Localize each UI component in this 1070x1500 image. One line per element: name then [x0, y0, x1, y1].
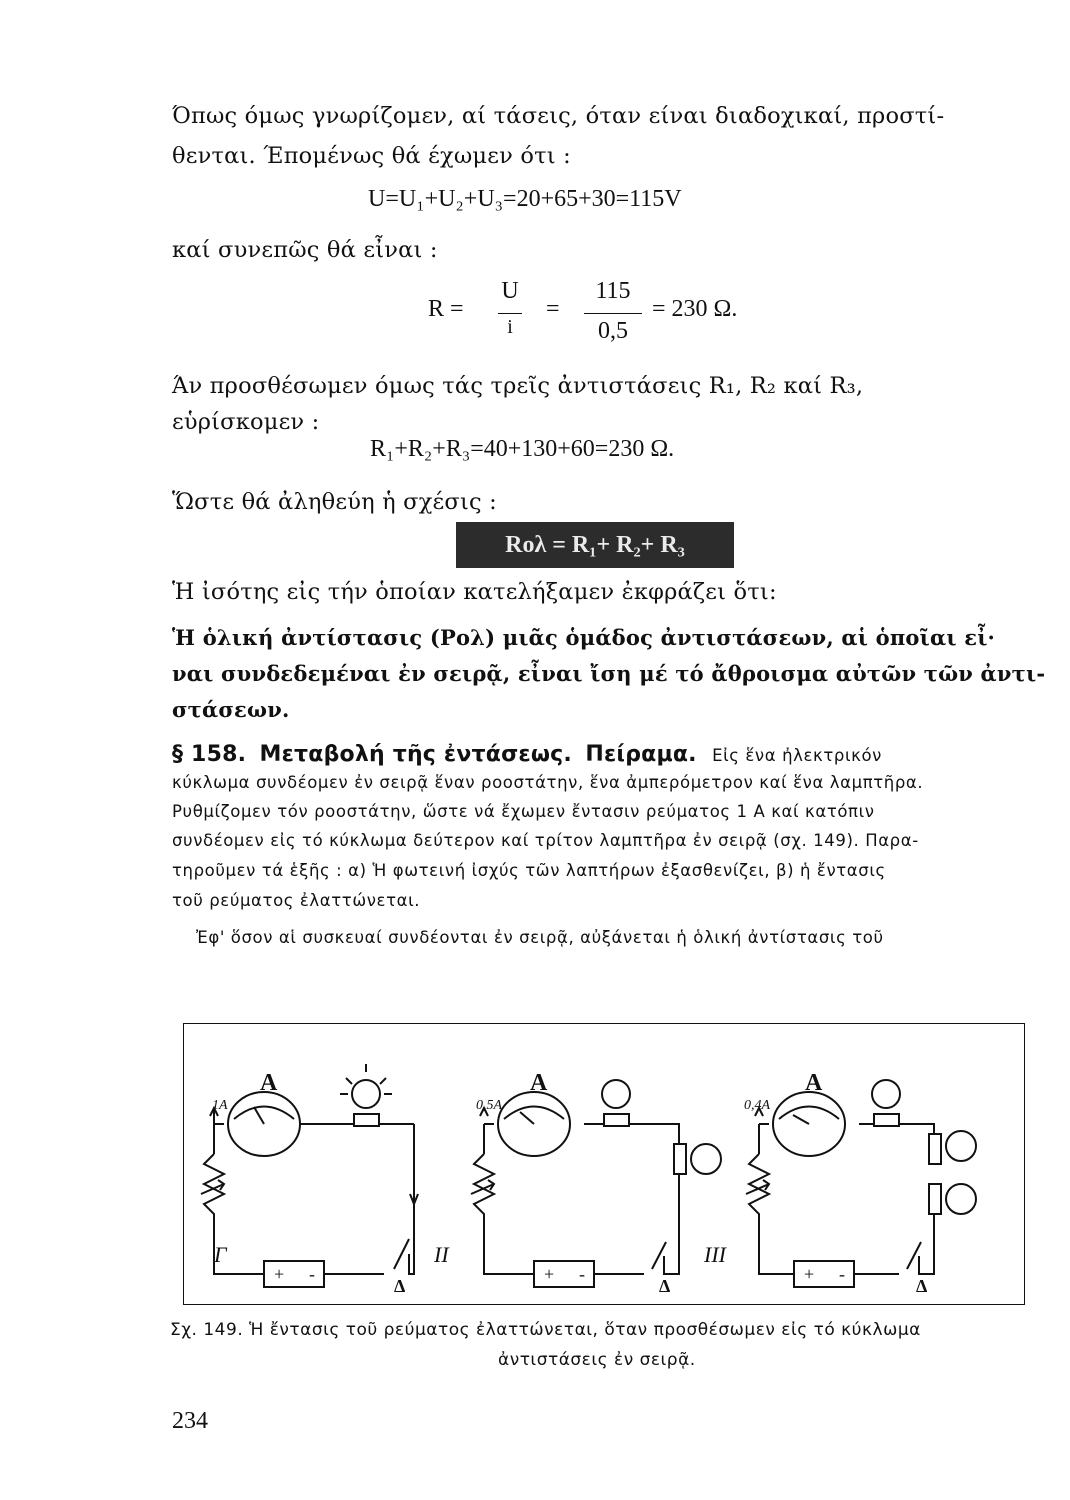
figure-circuits — [183, 1023, 1025, 1305]
section-lead: Εἰς ἕνα ἠλεκτρικόν — [712, 746, 882, 765]
circuit-panel-1 — [201, 1064, 418, 1287]
eq2-num2: 115 — [595, 278, 631, 304]
circuit-diagrams — [184, 1024, 1024, 1304]
section-line: τηροῦμεν τά ἑξῆς : α) Ἡ φωτεινή ἰσχύς τῶν λαπτήρων ἐξασθενίζει, β) ἡ ἔντασις — [172, 861, 886, 880]
para1-line1: Όπως όμως γνωρίζομεν, αί τάσεις, όταν είναι διαδοχικαί, προστί- — [172, 103, 945, 129]
ammeter-label: A — [805, 1070, 823, 1096]
switch-label: Δ — [659, 1276, 671, 1296]
figure-caption-line2: ἀντιστάσεις ἐν σειρᾷ. — [498, 1350, 696, 1370]
lamp-socket — [354, 1114, 379, 1126]
roman-label: III — [704, 1242, 726, 1267]
eq2-num1: U — [501, 278, 519, 304]
battery-minus: - — [309, 1264, 315, 1284]
battery-plus: + — [274, 1264, 285, 1284]
rule-line2: ναι συνδεδεμέναι ἐν σειρᾷ, εἶναι ἴση μέ τό ἄθροισμα αὐτῶν τῶν ἀντι- — [172, 661, 1046, 686]
current-label: 0,4A — [744, 1098, 771, 1113]
eq2-den1: i — [507, 316, 513, 338]
ammeter-label: A — [530, 1070, 548, 1096]
roman-label: II — [434, 1242, 449, 1267]
eq2-bar1 — [498, 313, 522, 314]
current-label: 0,5A — [476, 1098, 503, 1113]
lamp-bulb — [872, 1080, 900, 1108]
section-heading — [172, 736, 882, 774]
para2: καί συνεπῶς θά εἶναι : — [172, 237, 438, 263]
section-line: Ρυθμίζομεν τόν ροοστάτην, ὥστε νά ἔχωμεν ἔντασιν ρεύματος 1 Α καί κατόπιν — [172, 802, 875, 821]
section-line: συνδέομεν εἰς τό κύκλωμα δεύτερον καί τρίτον λαμπτῆρα ἐν σειρᾷ (σχ. 149). Παρα- — [172, 831, 919, 850]
lamp-bulb — [946, 1184, 976, 1214]
switch-label: Δ — [916, 1276, 928, 1296]
lamp-bulb — [602, 1080, 630, 1108]
battery-plus: + — [544, 1264, 555, 1284]
para3-line1: Άν προσθέσωμεν όμως τάς τρεῖς ἀντιστάσεις R₁, R₂ καί R₃, — [172, 373, 864, 399]
battery-minus: - — [579, 1264, 585, 1284]
circuit-panel-2 — [471, 1080, 721, 1287]
battery — [534, 1261, 594, 1287]
section-title: Μεταβολή τῆς ἐντάσεως. — [259, 742, 572, 767]
roman-label: Γ — [214, 1242, 227, 1267]
section-line: κύκλωμα συνδέομεν ἐν σειρᾷ ἕναν ροοστάτην, ἕνα ἀμπερόμετρον καί ἕνα λαμπτῆρα. — [172, 773, 924, 792]
eq2-bar2 — [584, 313, 642, 314]
equation-resistance-sum: R₁+R₂+R₃=40+130+60=230 Ω. — [370, 436, 675, 462]
rule-line1: Ἡ ὁλική ἀντίστασις (Pολ) μιᾶς ὁμάδος ἀντιστάσεων, αἱ ὁποῖαι εἶ· — [172, 625, 996, 650]
highlighted-formula: Rολ = R₁+ R₂+ R₃ — [456, 522, 734, 568]
para3-line2: εὑρίσκομεν : — [172, 409, 320, 435]
section-last-line: Ἐφ' ὅσον αἱ συσκευαί συνδέονται ἐν σειρᾷ, αὐξάνεται ἡ ὁλική ἀντίστασις τοῦ — [196, 928, 884, 947]
circuit-panel-3 — [746, 1080, 976, 1287]
figure-caption-line1: Σχ. 149. Ἡ ἔντασις τοῦ ρεύματος ἐλαττώνεται, ὅταν προσθέσωμεν εἰς τό κύκλωμα — [170, 1320, 921, 1340]
section-line: τοῦ ρεύματος ἐλαττώνεται. — [172, 891, 421, 910]
section-subtitle: Πείραμα. — [585, 742, 697, 767]
eq2-lhs: R = — [428, 296, 464, 322]
page-number: 234 — [172, 1408, 208, 1434]
rule-line3: στάσεων. — [172, 697, 290, 722]
section-number: § 158. — [172, 742, 247, 767]
para4: Ὥστε θά ἀληθεύη ἡ σχέσις : — [172, 489, 497, 515]
battery — [794, 1261, 854, 1287]
eq2-eq: = — [546, 296, 560, 322]
battery — [264, 1261, 324, 1287]
switch-label: Δ — [394, 1276, 406, 1296]
eq2-den2: 0,5 — [598, 318, 628, 344]
lamp-bulb — [352, 1080, 380, 1108]
para5: Ἡ ἰσότης εἰς τήν ὁποίαν κατελήξαμεν ἐκφράζει ὅτι: — [172, 579, 777, 605]
ammeter-needle — [254, 1107, 264, 1124]
lamp-bulb — [691, 1144, 721, 1174]
ammeter-scale — [234, 1107, 294, 1120]
ammeter-label: A — [260, 1070, 278, 1096]
current-label: 1A — [212, 1098, 228, 1113]
battery-plus: + — [804, 1264, 815, 1284]
para1-line2: θενται. Έπομένως θά έχωμεν ότι : — [172, 143, 571, 169]
equation-voltage-sum: U=U₁+U₂+U₃=20+65+30=115V — [368, 186, 682, 212]
battery-minus: - — [839, 1264, 845, 1284]
eq2-rhs: = 230 Ω. — [652, 296, 738, 322]
lamp-bulb — [946, 1131, 976, 1161]
